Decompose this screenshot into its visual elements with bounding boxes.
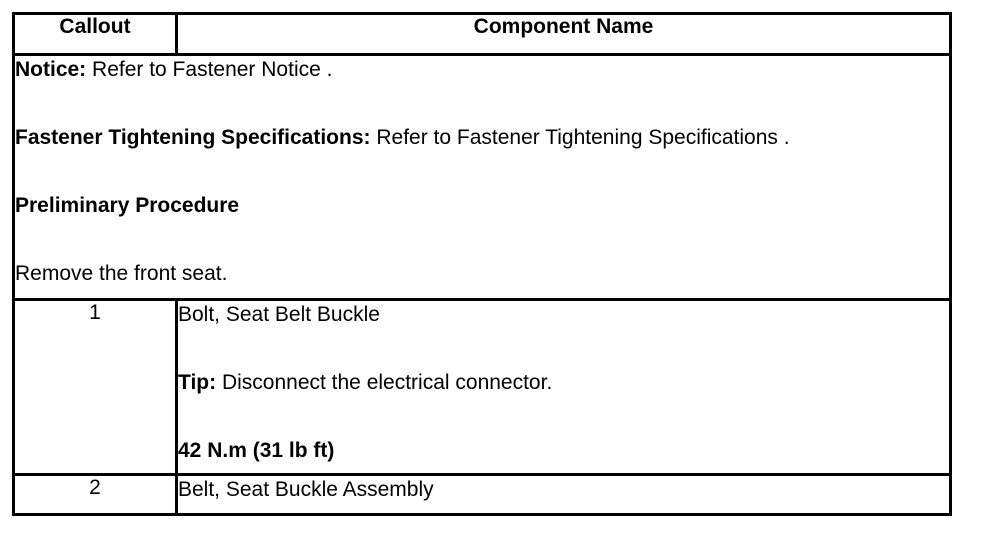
notice-label: Notice: <box>15 58 87 81</box>
component-cell <box>177 300 951 475</box>
notice-cell <box>14 55 951 300</box>
notice-text: Refer to Fastener Notice . <box>86 58 333 81</box>
callout-header: Callout <box>14 14 177 55</box>
component-cell <box>177 475 951 515</box>
torque-spec: 42 N.m (31 lb ft) <box>178 439 335 462</box>
component-name-header: Component Name <box>177 14 951 55</box>
fastener-spec-colon: : <box>363 126 371 149</box>
notice-row <box>14 55 951 300</box>
component-name: Bolt, Seat Belt Buckle <box>178 303 380 326</box>
fastener-spec-line <box>15 124 949 152</box>
notice-line <box>15 56 949 84</box>
component-name: Belt, Seat Buckle Assembly <box>178 478 434 501</box>
tip-line <box>178 369 949 397</box>
tip-text: Disconnect the electrical connector. <box>216 371 553 394</box>
tip-label: Tip: <box>178 371 217 394</box>
fastener-spec-label: Fastener Tightening Specifications <box>15 126 364 149</box>
component-table <box>12 12 952 516</box>
preliminary-procedure-heading: Preliminary Procedure <box>15 194 240 217</box>
callout-cell: 2 <box>14 475 177 515</box>
header-row <box>14 14 951 55</box>
table-row <box>14 475 951 515</box>
preliminary-procedure-text: Remove the front seat. <box>15 262 228 285</box>
table-row <box>14 300 951 475</box>
callout-cell: 1 <box>14 300 177 475</box>
fastener-spec-text: Refer to Fastener Tightening Specifications . <box>370 126 790 149</box>
